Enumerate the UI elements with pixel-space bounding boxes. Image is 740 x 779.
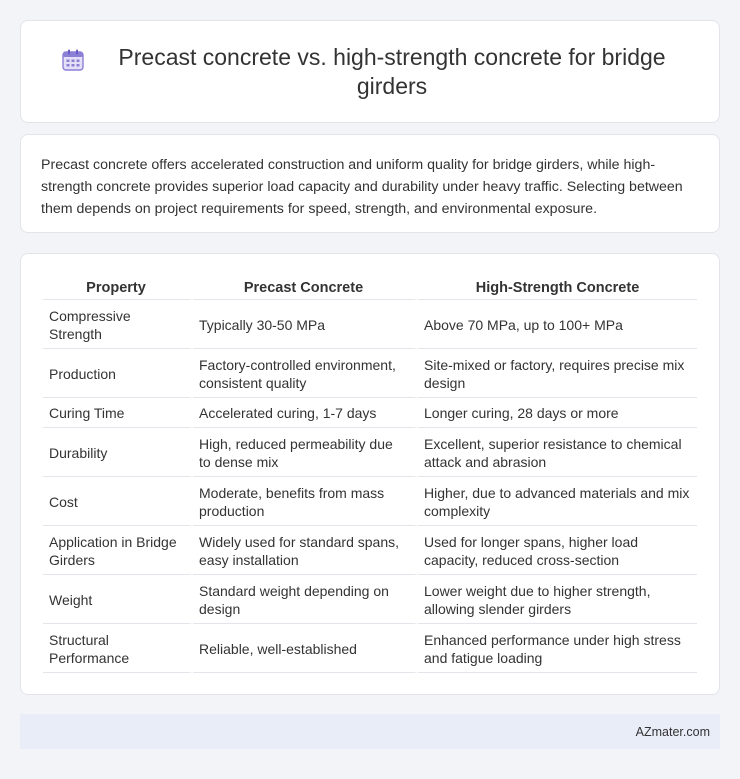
precast-cell: Widely used for standard spans, easy installation (193, 526, 418, 575)
precast-cell: Factory-controlled environment, consistent quality (193, 349, 418, 398)
table-row (43, 624, 697, 673)
page-title: Precast concrete vs. high-strength concrete for bridge girders (118, 43, 666, 99)
precast-cell: Moderate, benefits from mass production (193, 477, 418, 526)
title-wrap (60, 43, 680, 101)
property-cell: Application in Bridge Girders (43, 526, 193, 575)
precast-cell: Standard weight depending on design (193, 575, 418, 624)
column-header-precast: Precast Concrete (193, 274, 418, 300)
table-row (43, 477, 697, 526)
high-strength-cell: Enhanced performance under high stress and fatigue loading (418, 624, 697, 673)
high-strength-cell: Above 70 MPa, up to 100+ MPa (418, 300, 697, 349)
table-row (43, 526, 697, 575)
property-cell: Weight (43, 575, 193, 624)
high-strength-cell: Longer curing, 28 days or more (418, 398, 697, 428)
precast-cell: Accelerated curing, 1-7 days (193, 398, 418, 428)
precast-cell: Reliable, well-established (193, 624, 418, 673)
table-header-row (43, 274, 697, 300)
precast-cell: Typically 30-50 MPa (193, 300, 418, 349)
precast-cell: High, reduced permeability due to dense mix (193, 428, 418, 477)
high-strength-cell: Excellent, superior resistance to chemical attack and abrasion (418, 428, 697, 477)
property-cell: Durability (43, 428, 193, 477)
property-cell: Structural Performance (43, 624, 193, 673)
title-card (20, 20, 720, 123)
high-strength-cell: Lower weight due to higher strength, allowing slender girders (418, 575, 697, 624)
comparison-card (20, 253, 720, 695)
table-row (43, 398, 697, 428)
property-cell: Cost (43, 477, 193, 526)
property-cell: Production (43, 349, 193, 398)
property-cell: Curing Time (43, 398, 193, 428)
footer (20, 714, 720, 749)
column-header-property: Property (43, 274, 193, 300)
calendar-icon (60, 47, 86, 73)
comparison-table (43, 274, 697, 673)
column-header-high-strength: High-Strength Concrete (418, 274, 697, 300)
high-strength-cell: Site-mixed or factory, requires precise mix design (418, 349, 697, 398)
intro-card (20, 134, 720, 233)
table-row (43, 575, 697, 624)
intro-paragraph: Precast concrete offers accelerated construction and uniform quality for bridge girders, while high-strength concrete provides superior load capacity and durability under heavy traffic. Selecting between them depends on project requirements for speed, strength, and environmental exposure. (41, 157, 683, 217)
table-row (43, 349, 697, 398)
high-strength-cell: Used for longer spans, higher load capacity, reduced cross-section (418, 526, 697, 575)
table-row (43, 300, 697, 349)
property-cell: Compressive Strength (43, 300, 193, 349)
high-strength-cell: Higher, due to advanced materials and mix complexity (418, 477, 697, 526)
table-row (43, 428, 697, 477)
footer-brand: AZmater.com (635, 724, 710, 739)
